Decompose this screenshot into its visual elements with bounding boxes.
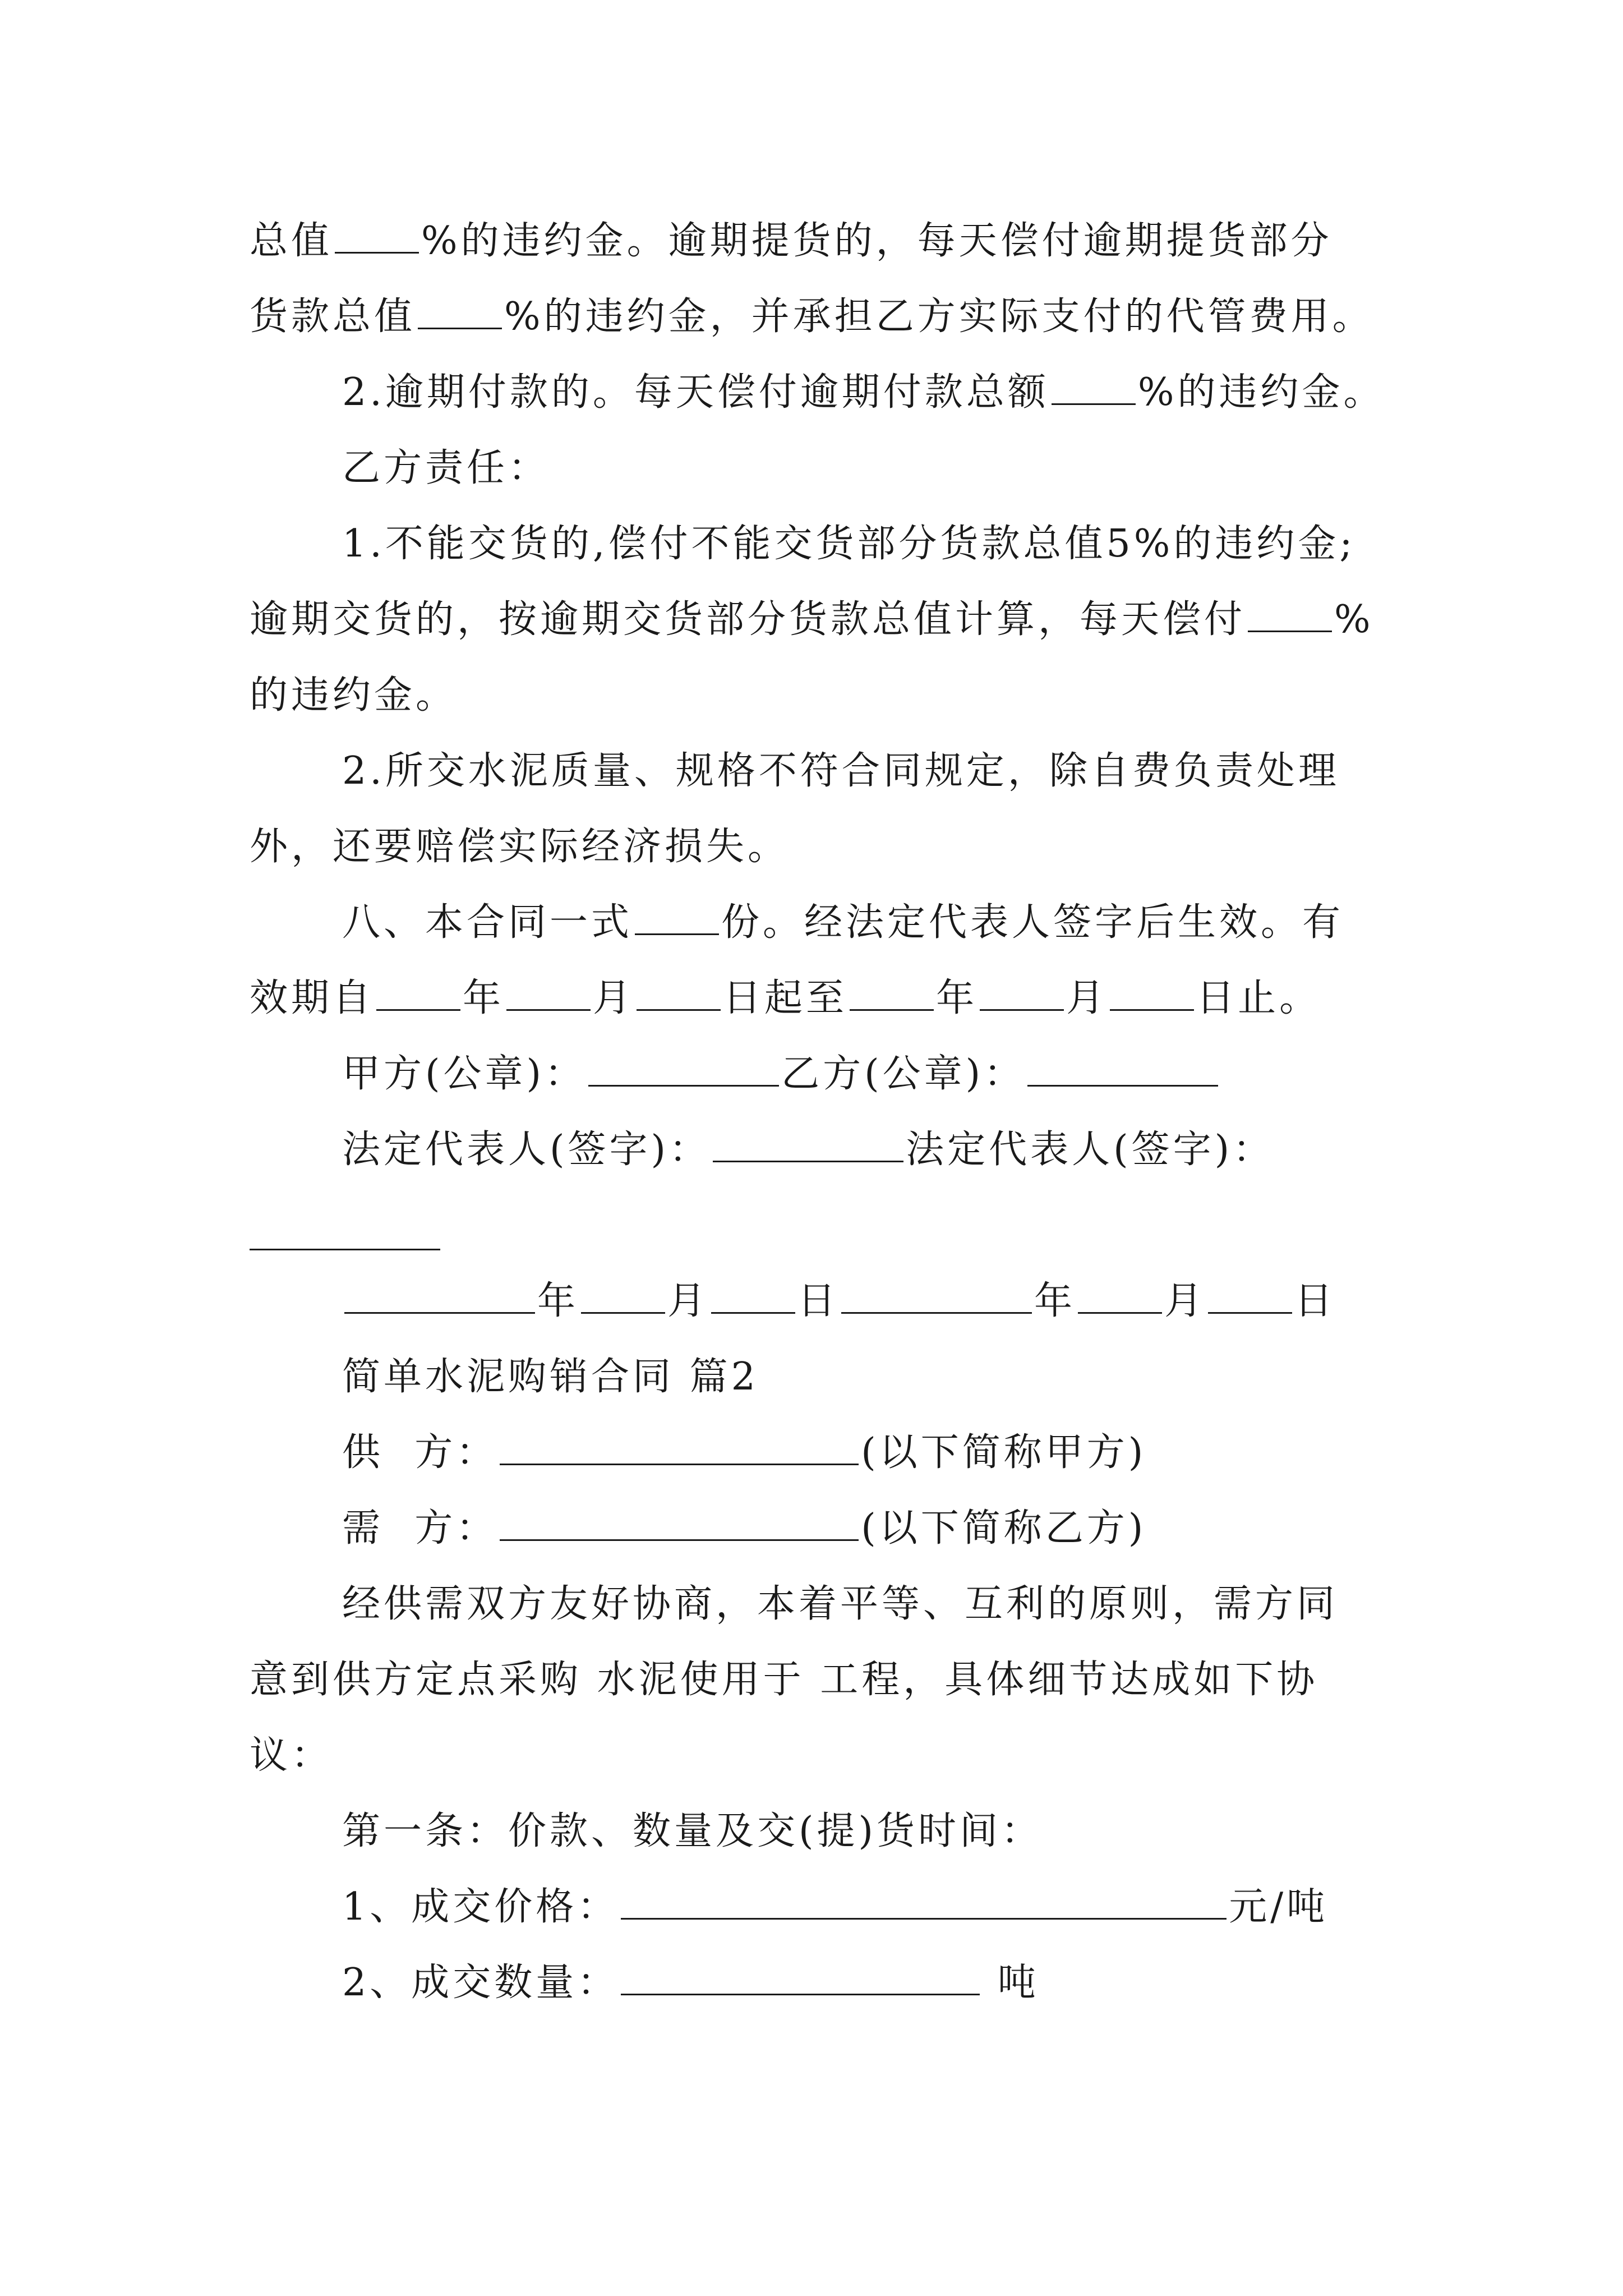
clause-b1-line1 <box>342 517 1355 571</box>
clause-eight-line1 <box>342 896 1344 950</box>
blank-field[interactable] <box>711 1278 795 1314</box>
text: 月 <box>667 1279 709 1323</box>
text: 议： <box>250 1733 333 1778</box>
clause-eight-validity <box>250 972 1321 1025</box>
blank-field[interactable] <box>1208 1278 1292 1314</box>
price-field[interactable] <box>621 1884 1227 1920</box>
text: 份。经法定代表人签字后生效。有 <box>721 900 1344 945</box>
intro-line2 <box>250 1653 1318 1707</box>
text: 元/吨 <box>1229 1885 1329 1929</box>
text: 法定代表人(签字)： <box>906 1128 1275 1172</box>
text: 外，还要赔偿实际经济损失。 <box>250 825 790 869</box>
blank-field[interactable] <box>344 1278 535 1314</box>
blank-field[interactable] <box>637 976 721 1011</box>
text: 需 方： <box>342 1506 498 1550</box>
text: 效期自 <box>250 976 375 1020</box>
blank-field[interactable] <box>980 976 1064 1011</box>
text: 逾期交货的，按逾期交货部分货款总值计算，每天偿付 <box>250 597 1246 642</box>
text: 2、成交数量： <box>342 1961 619 2005</box>
text: 日止。 <box>1196 976 1321 1020</box>
text: 日 <box>1294 1279 1336 1323</box>
blank-field[interactable] <box>1052 370 1136 405</box>
text: 甲方(公章)： <box>342 1052 587 1096</box>
text: 乙方责任： <box>342 446 550 490</box>
text: 法定代表人(签字)： <box>342 1128 711 1172</box>
clause-a-goods-line <box>250 290 1374 344</box>
clause-b1-line3 <box>250 669 457 723</box>
clause-a-late-pay <box>342 366 1385 420</box>
text: 第一条：价款、数量及交(提)货时间： <box>342 1809 1043 1853</box>
blank-field[interactable] <box>376 976 460 1011</box>
text: 月 <box>1164 1279 1206 1323</box>
blank-field[interactable] <box>1248 597 1332 632</box>
text: 日 <box>797 1279 840 1323</box>
legal-rep-line <box>342 1123 1274 1177</box>
clause-b1-line2 <box>250 593 1374 647</box>
blank-field[interactable] <box>850 976 934 1011</box>
blank-field[interactable] <box>506 976 591 1011</box>
text: (以下简称乙方) <box>861 1506 1147 1550</box>
contract2-title <box>342 1350 759 1404</box>
intro-line3 <box>250 1729 333 1783</box>
text: 八、本合同一式 <box>342 900 633 945</box>
text: 年 <box>936 976 978 1020</box>
blank-field[interactable] <box>841 1278 1032 1314</box>
text: %的违约金。逾期提货的，每天偿付逾期提货部分 <box>421 219 1332 263</box>
party-b-heading <box>342 441 550 495</box>
text: 年 <box>463 976 505 1020</box>
party-b-seal-field[interactable] <box>1027 1051 1218 1087</box>
text: 年 <box>537 1279 579 1323</box>
text: 总值 <box>250 219 333 263</box>
clause-b2-line2 <box>250 820 789 874</box>
text: 1、成交价格： <box>342 1885 619 1929</box>
quantity-field[interactable] <box>621 1960 980 1995</box>
text: 月 <box>1066 976 1108 1020</box>
text: 货款总值 <box>250 295 416 339</box>
text: 乙方(公章)： <box>781 1052 1026 1096</box>
text: 简单水泥购销合同 篇2 <box>342 1355 759 1399</box>
clause-b2-line1 <box>342 744 1340 798</box>
text: 2.所交水泥质量、规格不符合同规定，除自费负责处理 <box>342 749 1340 793</box>
blank-field[interactable] <box>635 900 719 935</box>
text: 供 方： <box>342 1430 498 1475</box>
text: 1.不能交货的,偿付不能交货部分货款总值5%的违约金; <box>342 522 1356 566</box>
text: 日起至 <box>723 976 848 1020</box>
supplier-field[interactable] <box>500 1430 859 1465</box>
text: (以下简称甲方) <box>861 1430 1147 1475</box>
party-a-seal-field[interactable] <box>588 1051 779 1087</box>
text: 经供需双方友好协商，本着平等、互利的原则，需方同 <box>342 1582 1339 1626</box>
text: 月 <box>593 976 635 1020</box>
clause-a-total-line <box>250 214 1332 268</box>
text: %的违约金。 <box>1137 370 1385 415</box>
text: % <box>1334 597 1374 642</box>
blank-field[interactable] <box>335 218 419 254</box>
buyer-field[interactable] <box>500 1506 859 1541</box>
text: 意到供方定点采购 水泥使用于 工程，具体细节达成如下协 <box>250 1658 1318 1702</box>
blank-field[interactable] <box>418 294 502 329</box>
blank-field[interactable] <box>581 1278 665 1314</box>
seal-line <box>342 1047 1220 1101</box>
intro-line1 <box>342 1577 1338 1631</box>
price-line <box>342 1880 1328 1934</box>
legal-rep-b-field[interactable] <box>250 1249 440 1250</box>
blank-field[interactable] <box>1078 1278 1162 1314</box>
buyer-line <box>342 1502 1146 1556</box>
article1-heading <box>342 1805 1043 1858</box>
blank-field[interactable] <box>1110 976 1194 1011</box>
text: 的违约金。 <box>250 673 458 717</box>
legal-rep-a-field[interactable] <box>713 1127 903 1162</box>
date-line <box>342 1274 1336 1328</box>
text: 2.逾期付款的。每天偿付逾期付款总额 <box>342 370 1049 415</box>
text: 年 <box>1034 1279 1076 1323</box>
text: 吨 <box>982 1961 1039 2005</box>
text: %的违约金，并承担乙方实际支付的代管费用。 <box>504 295 1374 339</box>
quantity-line <box>342 1956 1039 2010</box>
supplier-line <box>342 1426 1146 1480</box>
